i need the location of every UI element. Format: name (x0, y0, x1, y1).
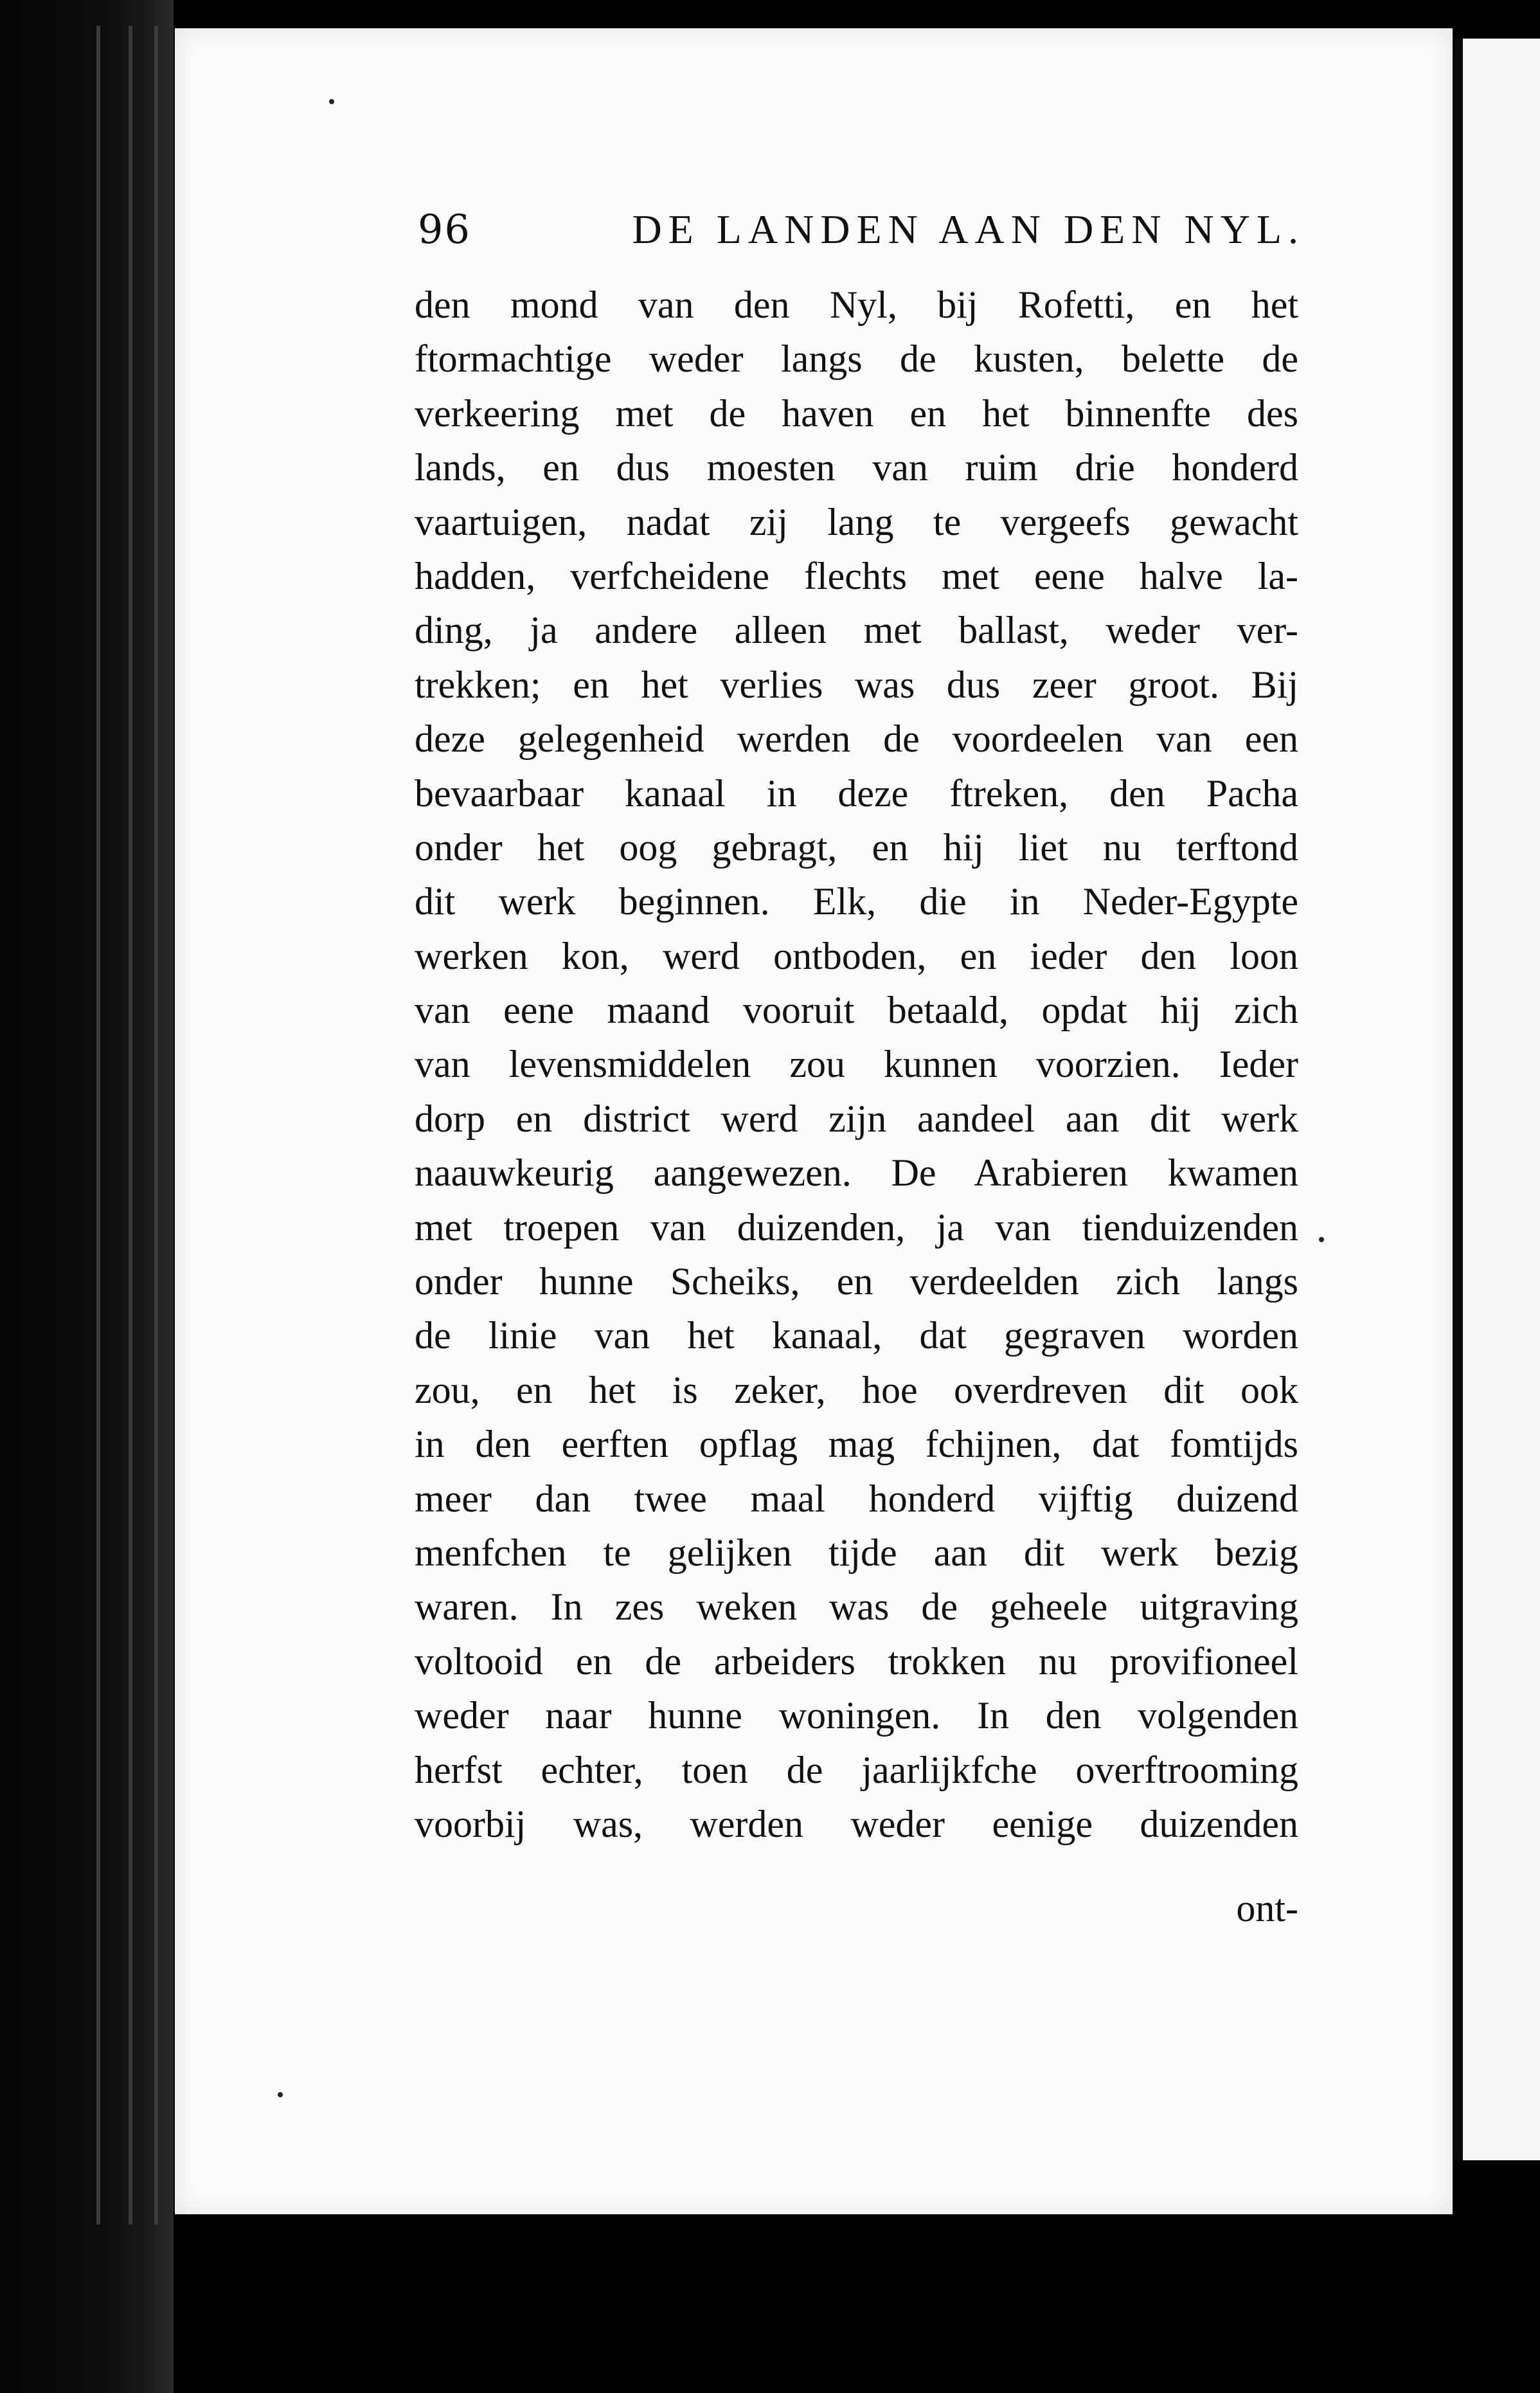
text-line: hadden, verfcheidene flechts met eene halve la- (415, 554, 1298, 597)
text-line: waren. In zes weken was de geheele uitgraving (415, 1585, 1298, 1629)
text-line: voltooid en de arbeiders trokken nu provifioneel (415, 1639, 1298, 1683)
text-line: deze gelegenheid werden de voordeelen van een (415, 718, 1298, 761)
text-line: menfchen te gelijken tijde aan dit werk bezig (415, 1531, 1298, 1574)
text-line: trekken; en het verlies was dus zeer groot. Bij (415, 663, 1298, 706)
text-line: de linie van het kanaal, dat gegraven worden (415, 1314, 1298, 1357)
text-line: herfst echter, toen de jaarlijkfche overftrooming (415, 1748, 1298, 1791)
page-edge-line (96, 26, 100, 2225)
text-line: verkeering met de haven en het binnenfte des (415, 392, 1298, 435)
text-line: bevaarbaar kanaal in deze ftreken, den Pacha (415, 772, 1298, 815)
text-line: weder naar hunne woningen. In den volgenden (415, 1694, 1298, 1737)
running-title: DE LANDEN AAN DEN NYL. (632, 206, 1305, 252)
page-edge-line (154, 26, 158, 2225)
page-edge-line (129, 26, 132, 2225)
text-line: den mond van den Nyl, bij Rofetti, en het (415, 284, 1298, 326)
paper-speck (278, 2092, 283, 2097)
text-line: lands, en dus moesten van ruim drie honderd (415, 446, 1298, 489)
catchword: ont- (1236, 1887, 1298, 1929)
running-head (418, 206, 1305, 253)
text-line: ftormachtige weder langs de kusten, belette de (415, 338, 1298, 381)
text-line: voorbij was, werden weder eenige duizenden (415, 1802, 1298, 1845)
text-line: zou, en het is zeker, hoe overdreven dit ook (415, 1368, 1298, 1411)
text-line: meer dan twee maal honderd vijftig duizend (415, 1477, 1298, 1520)
text-line: dorp en district werd zijn aandeel aan dit werk (415, 1097, 1298, 1140)
text-line: onder hunne Scheiks, en verdeelden zich langs (415, 1260, 1298, 1303)
text-line: vaartuigen, nadat zij lang te vergeefs gewacht (415, 500, 1298, 543)
text-line: ding, ja andere alleen met ballast, weder ver- (415, 609, 1298, 652)
paper-speck (329, 99, 334, 104)
text-line: met troepen van duizenden, ja van tienduizenden (415, 1206, 1298, 1249)
text-line: werken kon, werd ontboden, en ieder den loon (415, 934, 1298, 977)
text-line: naauwkeurig aangewezen. De Arabieren kwamen (415, 1151, 1298, 1195)
text-line: onder het oog gebragt, en hij liet nu terftond (415, 826, 1298, 869)
page-number: 96 (418, 206, 471, 253)
body-text (415, 278, 1298, 1851)
text-line: dit werk beginnen. Elk, die in Neder-Egypte (415, 880, 1298, 923)
book-binding-edge (0, 0, 174, 2393)
facing-page-edge (1451, 39, 1540, 2160)
paper-speck (1319, 1237, 1324, 1242)
text-line: van levensmiddelen zou kunnen voorzien. Ieder (415, 1043, 1298, 1086)
text-line: van eene maand vooruit betaald, opdat hij zich (415, 989, 1298, 1032)
text-line: in den eerften opflag mag fchijnen, dat fomtijds (415, 1423, 1298, 1466)
